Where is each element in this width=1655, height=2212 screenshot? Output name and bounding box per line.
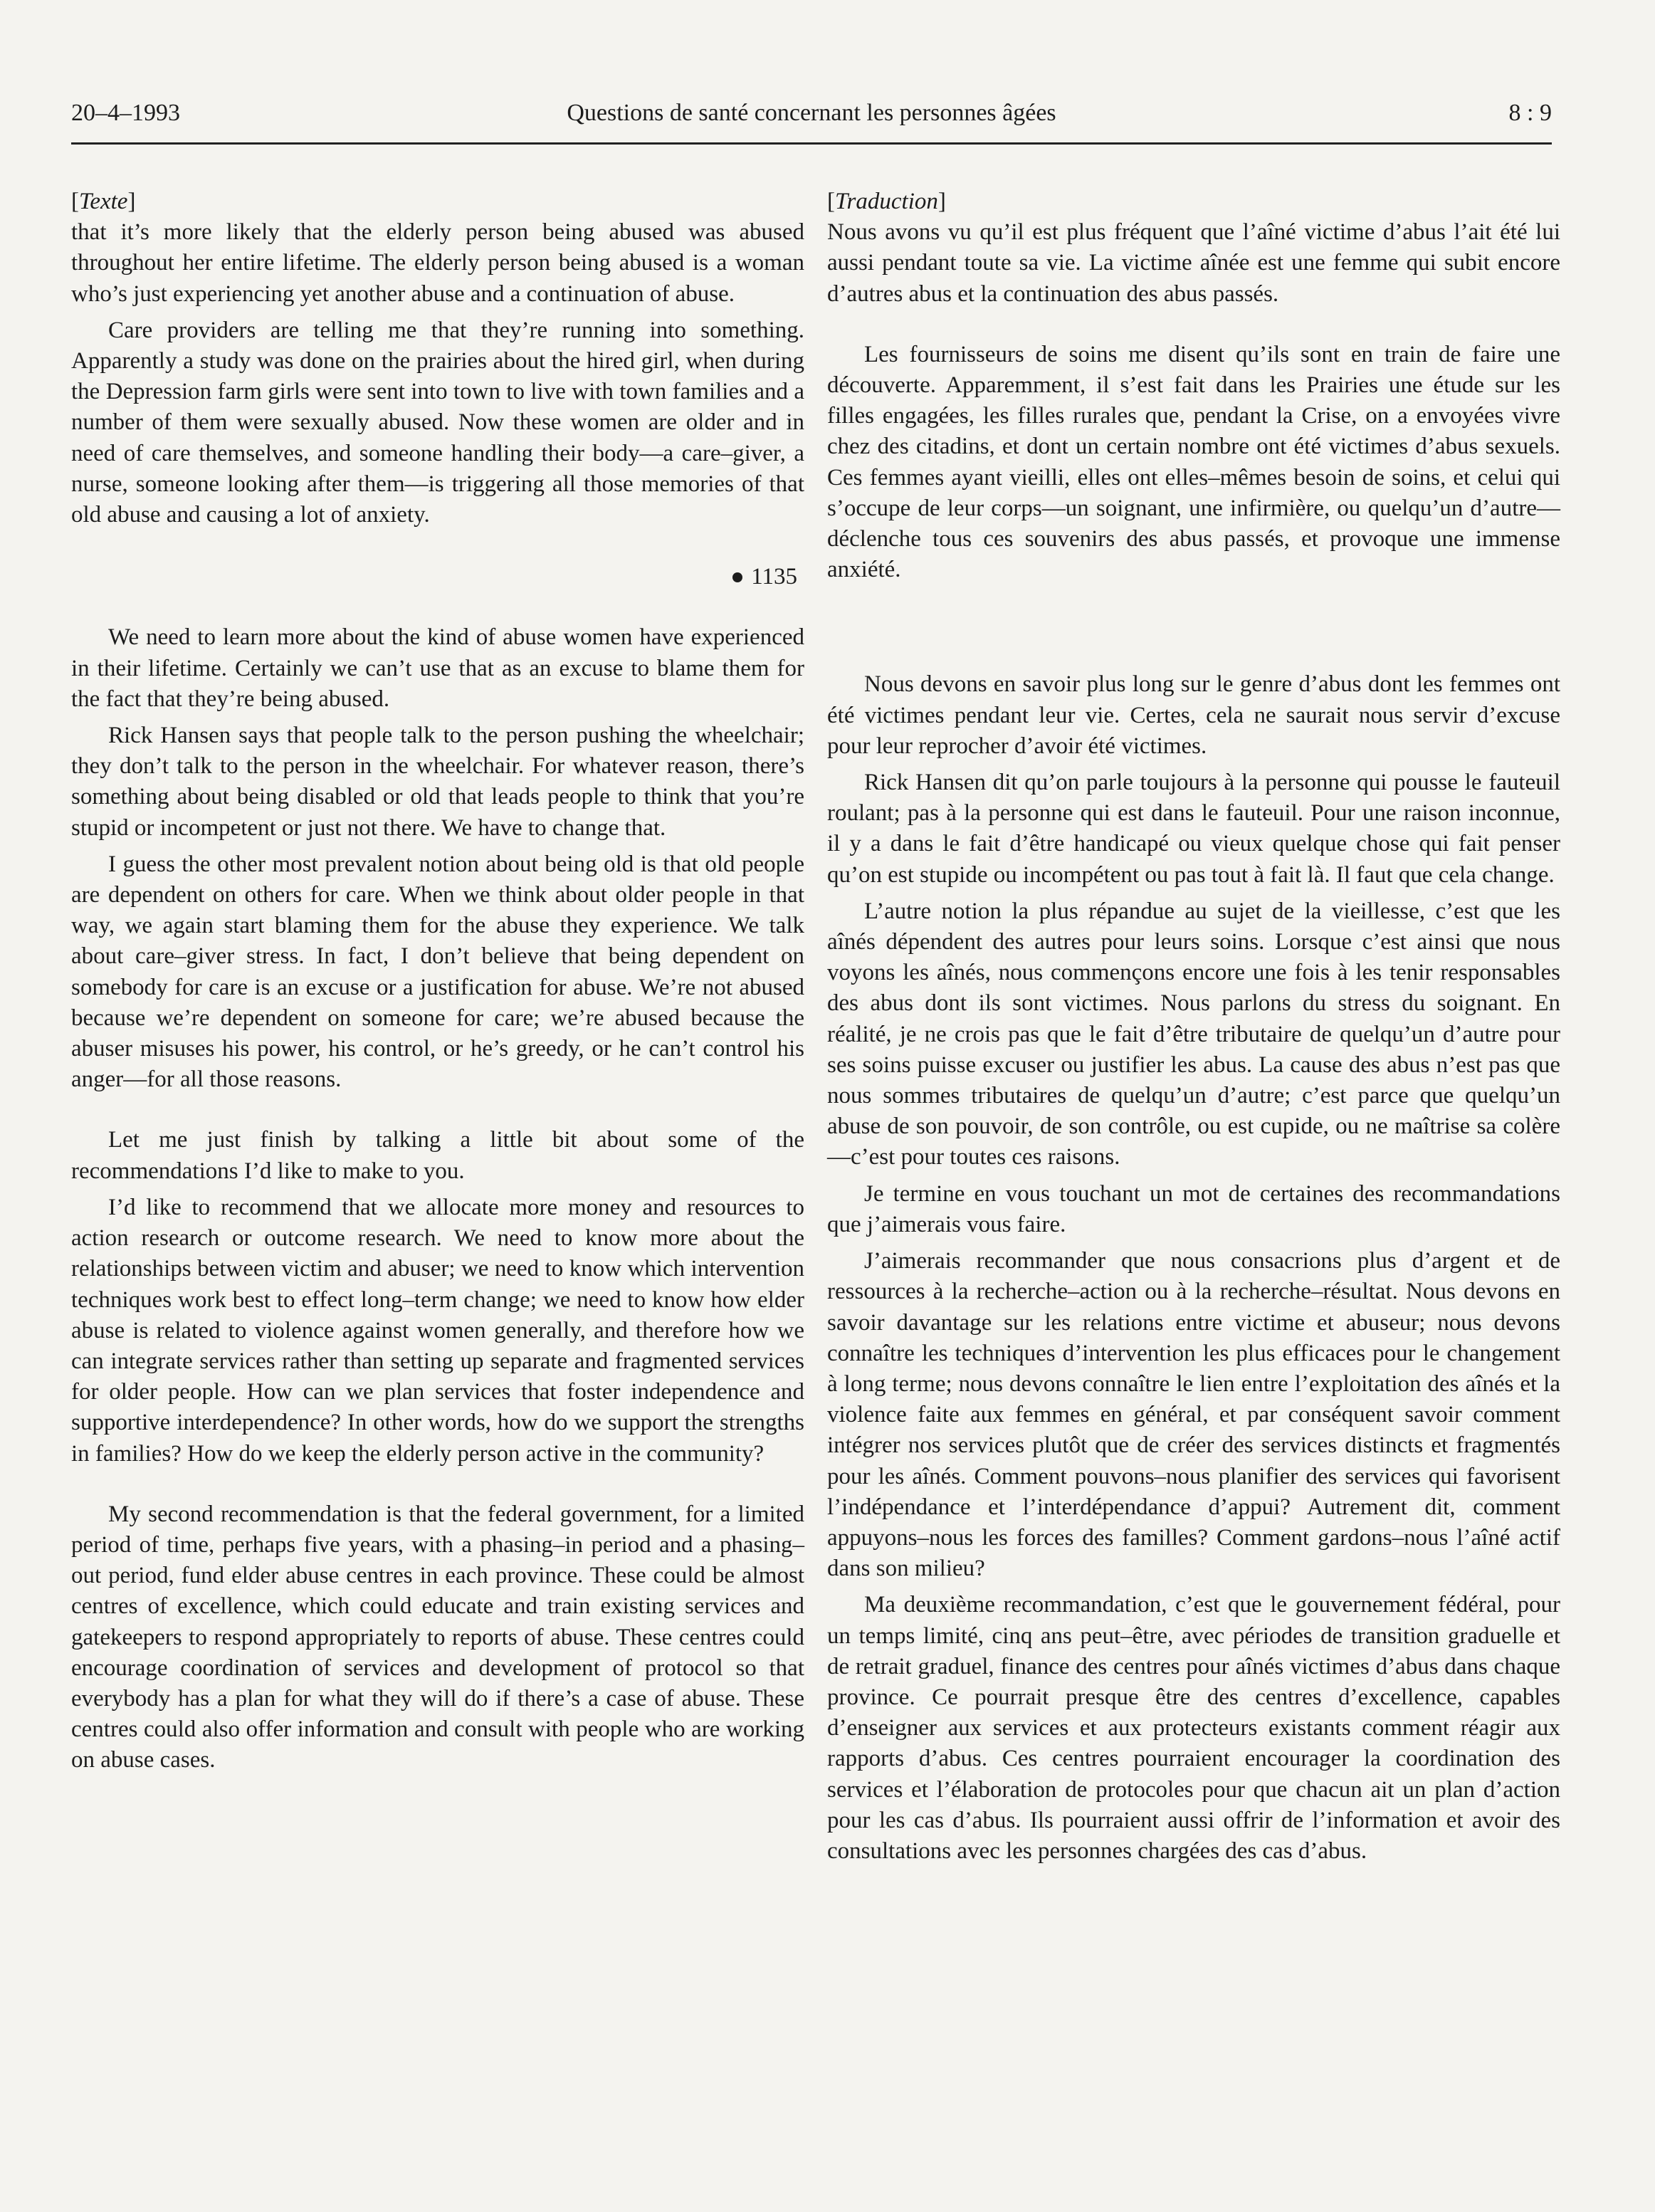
paragraph: Care providers are telling me that they’re running into something. Apparently a study was done on the prairies about the hired girl, when during the Depression farm girls were sent into town to live with town families and a number of them were sexually abused. Now these women are older and in need of care themselves, and someone handling their body—a care–giver, a nurse, someone looking after them—is triggering all those memories of that old abuse and causing a lot of anxiety. [71,317,804,528]
english-column [71,187,804,1776]
paragraph: L’autre notion la plus répandue au sujet de la vieillesse, c’est que les aînés dépendent des autres pour leurs soins. Lorsque c’est ainsi que nous voyons les aînés, nous commençons encore une fois à les tenir responsables des abus dont ils sont victimes. Nous parlons du stress du soignant. En réalité, je ne crois pas que le fait d’être tributaire de quelqu’un d’autre pour ses soins puisse excuser ou justifier les abus. La cause des abus n’est pas que nous sommes tributaires de quelqu’un d’autre; c’est parce que quelqu’un abuse de son pouvoir, de son contrôle, ou est cupide, ou ne maîtrise sa colère—c’est pour toutes ces raisons. [827,898,1560,1170]
paragraph: that it’s more likely that the elderly person being abused was abused throughout her entire lifetime. The elderly person being abused is a woman who’s just experiencing yet another abuse and a continuation of abuse. [71,219,804,307]
paragraph: Rick Hansen dit qu’on parle toujours à la personne qui pousse le fauteuil roulant; pas à la personne qui est dans le fauteuil. Pour une raison inconnue, il y a dans le fait d’être handicapé ou vieux quelque chose qui fait penser qu’on est stupide ou incompétent ou pas tout à fait là. Il faut que cela change. [827,770,1560,888]
column-label-texte: [Texte] [71,189,136,214]
header-rule [71,142,1552,145]
page-header [71,100,1552,135]
timestamp: 1135 [71,562,804,592]
header-title: Questions de santé concernant les personnes âgées [567,100,1056,126]
french-column [827,187,1560,1867]
paragraph: Rick Hansen says that people talk to the person pushing the wheelchair; they don’t talk to the person in the wheelchair. For whatever reason, there’s something about being disabled or old that leads people to think that you’re stupid or incompetent or just not there. We have to change that. [71,723,804,841]
paragraph: Les fournisseurs de soins me disent qu’ils sont en train de faire une découverte. Apparemment, il s’est fait dans les Prairies une étude sur les filles engagées, les filles rurales que, pendant la Crise, on a envoyées vivre chez des citadins, et dont un certain nombre ont été victimes d’abus sexuels. Ces femmes ayant vieilli, elles ont elles–mêmes besoin de soins, et celui qui s’occupe de leur corps—un soignant, une infirmière, ou quelqu’un d’autre—déclenche tous ces souvenirs des abus passés, et provoque une immense anxiété. [827,341,1560,583]
paragraph: My second recommendation is that the federal government, for a limited period of time, perhaps five years, with a phasing–in period and a phasing–out period, fund elder abuse centres in each province. These could be almost centres of excellence, which could educate and train existing services and gatekeepers to respond appropriately to reports of abuse. These centres could encourage coordination of services and development of protocol so that everybody has a plan for what they will do if there’s a case of abuse. These centres could also offer information and consult with people who are working on abuse cases. [71,1501,804,1773]
paragraph: I’d like to recommend that we allocate more money and resources to action research or outcome research. We need to know more about the relationships between victim and abuser; we need to know which intervention techniques work best to effect long–term change; we need to know how elder abuse is related to violence against women generally, and therefore how we can integrate services rather than setting up separate and fragmented services for older people. How can we plan services that foster independence and supportive interdependence? In other words, how do we support the strengths in families? How do we keep the elderly person active in the community? [71,1194,804,1467]
page-number: 8 : 9 [1508,100,1552,126]
paragraph: Nous devons en savoir plus long sur le genre d’abus dont les femmes ont été victimes pendant leur vie. Certes, cela ne saurait nous servir d’excuse pour leur reprocher d’avoir été victimes. [827,671,1560,759]
paragraph: We need to learn more about the kind of abuse women have experienced in their lifetime. Certainly we can’t use that as an excuse to blame them for the fact that they’re being abused. [71,624,804,712]
paragraph: Nous avons vu qu’il est plus fréquent que l’aîné victime d’abus l’ait été lui aussi pendant toute sa vie. La victime aînée est une femme qui subit encore d’autres abus et la continuation des abus passés. [827,219,1560,307]
paragraph: I guess the other most prevalent notion about being old is that old people are dependent on others for care. When we think about older people in that way, we again start blaming them for the abuse they experience. We talk about care–giver stress. In fact, I don’t believe that being dependent on somebody for care is an excuse or a justification for abuse. We’re not abused because we’re dependent on someone for care; we’re abused because the abuser misuses his power, his control, or he’s greedy, or he can’t control his anger—for all those reasons. [71,851,804,1093]
paragraph: Ma deuxième recommandation, c’est que le gouvernement fédéral, pour un temps limité, cinq ans peut–être, avec périodes de transition graduelle et de retrait graduel, finance des centres pour aînés victimes d’abus dans chaque province. Ce pourrait presque être des centres d’excellence, capables d’enseigner aux services et aux protecteurs existants comment réagir aux rapports d’abus. Ces centres pourraient encourager la coordination des services et l’élaboration de protocoles pour que chacun ait un plan d’action pour les cas d’abus. Ils pourraient aussi offrir de l’information et avoir des consultations avec les personnes chargées des cas d’abus. [827,1592,1560,1864]
column-label-traduction: [Traduction] [827,189,946,214]
paragraph: Je termine en vous touchant un mot de certaines des recommandations que j’aimerais vous faire. [827,1180,1560,1237]
bullet-icon [732,572,742,582]
paragraph: J’aimerais recommander que nous consacrions plus d’argent et de ressources à la recherche–action ou à la recherche–résultat. Nous devons en savoir davantage sur les relations entre victime et abuseur; nous devons connaître les techniques d’intervention les plus efficaces pour le changement à long terme; nous devons connaître le lien entre l’exploitation des aînés et la violence faite aux femmes en général, et par conséquent savoir comment intégrer nos services plutôt que de créer des services distincts et fragmentés pour les aînés. Comment pouvons–nous planifier des services qui favorisent l’indépendance et l’interdépendance d’appui? Autrement dit, comment appuyons–nous les forces des familles? Comment gardons–nous l’aîné actif dans son milieu? [827,1248,1560,1582]
paragraph: Let me just finish by talking a little bit about some of the recommendations I’d like to make to you. [71,1127,804,1184]
header-date: 20–4–1993 [71,100,180,126]
